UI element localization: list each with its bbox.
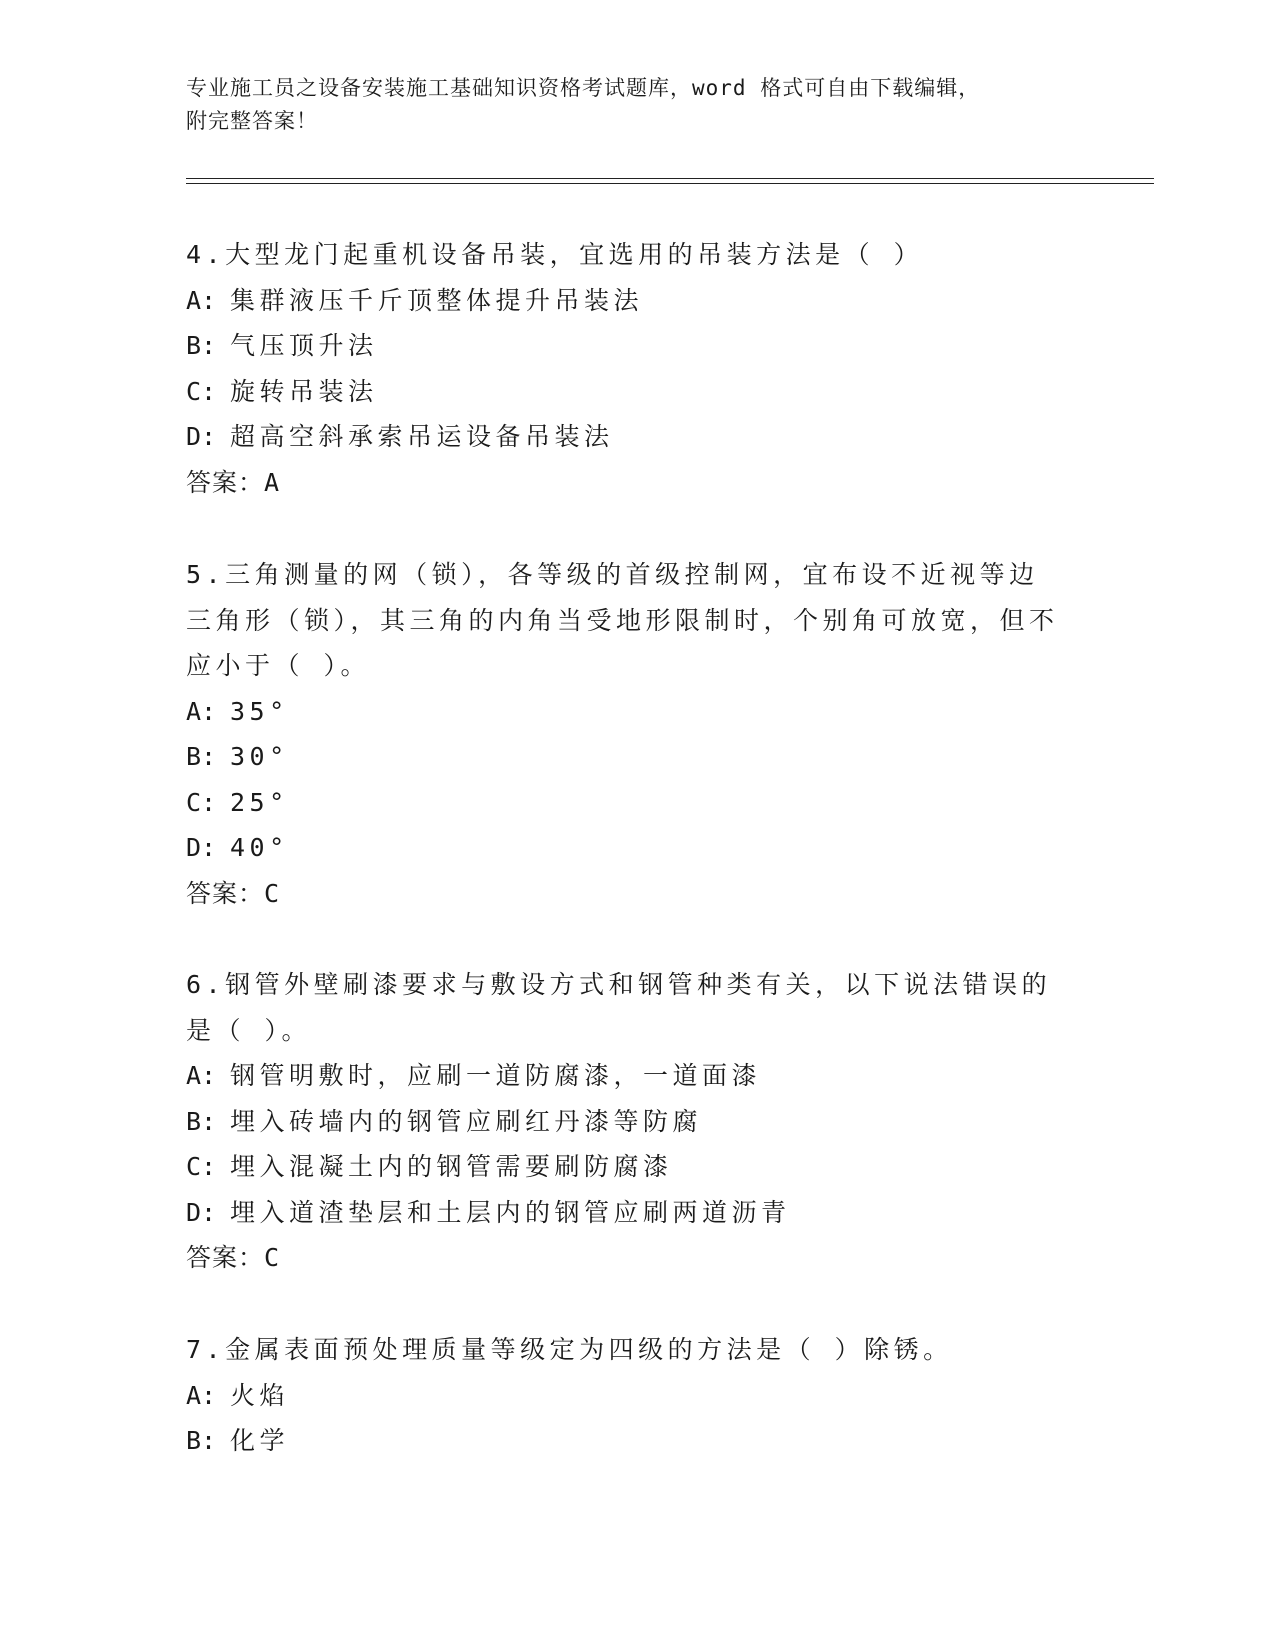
- option-letter: D:: [186, 1197, 217, 1227]
- option-a: [186, 278, 1066, 324]
- option-d: [186, 1190, 1066, 1236]
- option-b: [186, 1099, 1066, 1145]
- option-text: 25°: [230, 787, 289, 817]
- option-a: [186, 689, 1066, 735]
- answer-value: C: [264, 1243, 281, 1272]
- answer-line: [186, 460, 1066, 506]
- option-d: [186, 414, 1066, 460]
- option-text: 气压顶升法: [230, 331, 378, 360]
- option-text: 埋入砖墙内的钢管应刷红丹漆等防腐: [230, 1106, 703, 1136]
- header-rule-bottom: [186, 183, 1154, 184]
- option-text: 40°: [230, 833, 289, 862]
- question-stem: 5.三角测量的网（锁），各等级的首级控制网，宜布设不近视等边三角形（锁），其三角的内角当受地形限制时，个别角可放宽，但不应小于（ ）。: [186, 560, 1059, 680]
- option-c: [186, 1144, 1066, 1190]
- option-text: 钢管明敷时，应刷一道防腐漆，一道面漆: [230, 1061, 762, 1090]
- option-letter: B:: [186, 1106, 217, 1136]
- option-c: [186, 780, 1066, 826]
- option-letter: A:: [186, 1380, 217, 1410]
- option-c: [186, 369, 1066, 415]
- option-text: 化学: [230, 1426, 290, 1455]
- option-b: [186, 1418, 1066, 1464]
- answer-label: 答案：: [186, 467, 265, 497]
- option-letter: D:: [186, 422, 217, 451]
- question-6: [186, 962, 1066, 1281]
- option-a: [186, 1373, 1066, 1419]
- option-b: [186, 734, 1066, 780]
- question-5: [186, 552, 1066, 916]
- option-text: 火焰: [230, 1380, 290, 1410]
- option-letter: C:: [186, 1152, 217, 1181]
- option-b: [186, 323, 1066, 369]
- question-7: [186, 1327, 1066, 1464]
- option-text: 超高空斜承索吊运设备吊装法: [230, 422, 614, 451]
- question-4: [186, 232, 1066, 505]
- header-line-1: 专业施工员之设备安装施工基础知识资格考试题库，word 格式可自由下载编辑，: [186, 76, 981, 100]
- option-text: 30°: [230, 742, 289, 771]
- option-text: 埋入道渣垫层和土层内的钢管应刷两道沥青: [230, 1197, 791, 1227]
- option-a: [186, 1053, 1066, 1099]
- question-stem: 6.钢管外壁刷漆要求与敷设方式和钢管种类有关，以下说法错误的是（ ）。: [186, 970, 1052, 1045]
- document-header: [186, 72, 1086, 138]
- option-letter: A:: [186, 1061, 217, 1090]
- answer-line: [186, 1235, 1066, 1281]
- answer-label: 答案：: [186, 1243, 265, 1272]
- option-text: 35°: [230, 696, 289, 726]
- answer-label: 答案：: [186, 878, 265, 908]
- option-letter: C:: [186, 787, 217, 817]
- answer-value: A: [264, 467, 281, 497]
- header-line-2: 附完整答案！: [186, 109, 318, 133]
- option-letter: A:: [186, 285, 217, 315]
- header-rule-top: [186, 178, 1154, 179]
- question-stem: 7.金属表面预处理质量等级定为四级的方法是（ ）除锈。: [186, 1335, 953, 1364]
- question-stem: 4.大型龙门起重机设备吊装，宜选用的吊装方法是（ ）: [186, 240, 924, 269]
- option-text: 集群液压千斤顶整体提升吊装法: [230, 285, 644, 315]
- option-text: 旋转吊装法: [230, 376, 378, 406]
- option-letter: D:: [186, 833, 217, 862]
- option-letter: C:: [186, 376, 217, 406]
- option-letter: A:: [186, 696, 217, 726]
- option-text: 埋入混凝土内的钢管需要刷防腐漆: [230, 1152, 673, 1181]
- option-letter: B:: [186, 1426, 217, 1455]
- option-d: [186, 825, 1066, 871]
- answer-value: C: [264, 878, 281, 908]
- answer-line: [186, 871, 1066, 917]
- option-letter: B:: [186, 742, 217, 771]
- option-letter: B:: [186, 331, 217, 360]
